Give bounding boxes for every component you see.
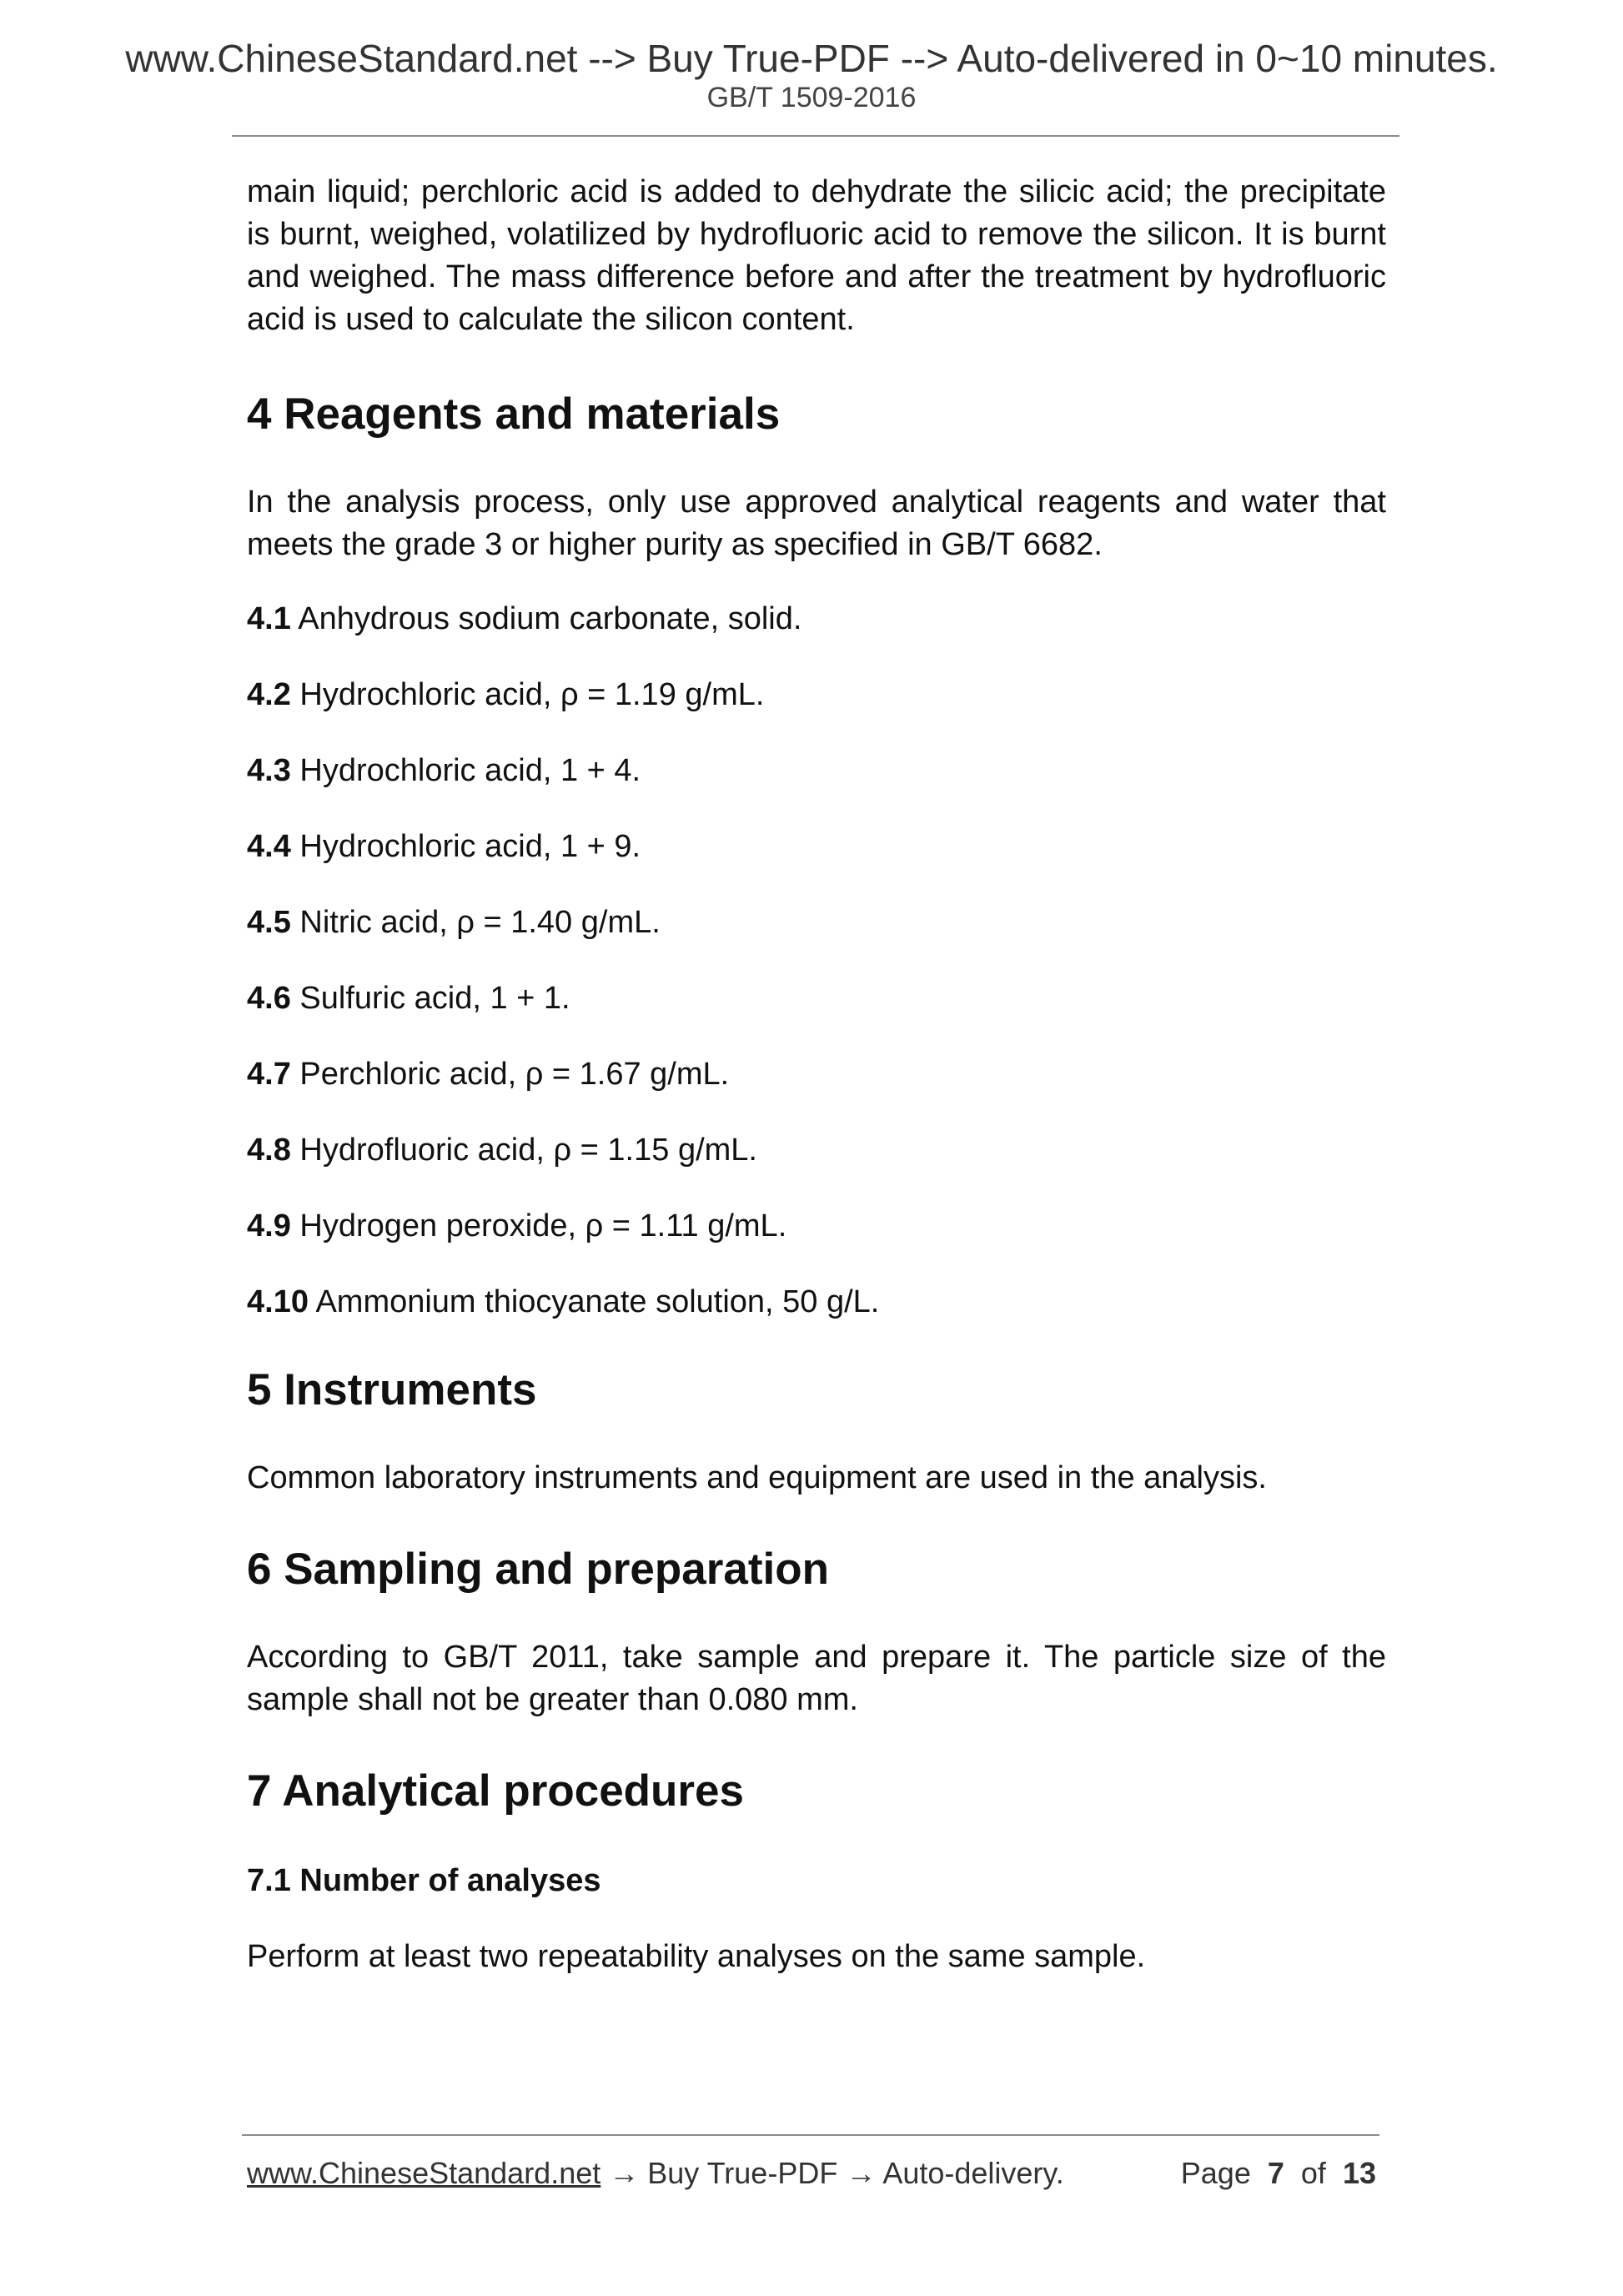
header-divider xyxy=(232,135,1399,137)
reagent-item xyxy=(247,1281,1386,1324)
section-7-title: 7 Analytical procedures xyxy=(247,1766,744,1816)
document-id: GB/T 1509-2016 xyxy=(706,82,917,113)
section-6-text: According to GB/T 2011, take sample and prepare it. The particle size of the sample shall not be greater than 0.080 mm. xyxy=(247,1640,1386,1717)
reagent-number: 4.6 xyxy=(247,981,291,1016)
page-label: Page xyxy=(1180,2156,1251,2190)
intro-paragraph: main liquid; perchloric acid is added to dehydrate the silicic acid; the precipitate is burnt, weighed, volatilized by hydrofluoric acid to remove the silicon. It is burnt and weighed. The mass difference before and after the treatment by hydrofluoric acid is used to calculate the silicon content. xyxy=(247,174,1386,337)
page-content xyxy=(247,171,1386,1978)
section-5-text: Common laboratory instruments and equipment are used in the analysis. xyxy=(247,1460,1267,1495)
footer-promo-text: → Buy True-PDF → Auto-delivery. xyxy=(600,2156,1064,2190)
subsection-7-1-text: Perform at least two repeatability analyses on the same sample. xyxy=(247,1939,1146,1974)
reagent-item xyxy=(247,598,1386,641)
footer-website-link[interactable]: www.ChineseStandard.net xyxy=(247,2156,601,2190)
reagent-number: 4.9 xyxy=(247,1208,291,1243)
reagent-text: Perchloric acid, ρ = 1.67 g/mL. xyxy=(299,1057,730,1092)
total-pages: 13 xyxy=(1342,2156,1376,2190)
reagent-text: Hydrofluoric acid, ρ = 1.15 g/mL. xyxy=(299,1133,757,1168)
section-5-title: 5 Instruments xyxy=(247,1365,537,1414)
reagent-list xyxy=(247,598,1386,1324)
reagent-number: 4.4 xyxy=(247,829,291,864)
reagent-text: Hydrochloric acid, ρ = 1.19 g/mL. xyxy=(299,677,765,712)
header-banner: www.ChineseStandard.net --> Buy True-PDF --> Auto-delivered in 0~10 minutes. xyxy=(125,37,1498,80)
reagent-item xyxy=(247,977,1386,1020)
reagent-item xyxy=(247,1129,1386,1172)
reagent-number: 4.5 xyxy=(247,905,291,940)
page-number xyxy=(1181,2154,1376,2193)
reagent-item xyxy=(247,674,1386,716)
reagent-number: 4.10 xyxy=(247,1284,309,1319)
reagent-text: Nitric acid, ρ = 1.40 g/mL. xyxy=(299,905,661,940)
reagent-text: Hydrochloric acid, 1 + 9. xyxy=(299,829,641,864)
subsection-7-1-title: 7.1 Number of analyses xyxy=(247,1863,601,1898)
of-label: of xyxy=(1300,2156,1326,2190)
reagent-text: Hydrogen peroxide, ρ = 1.11 g/mL. xyxy=(299,1208,787,1243)
section-4-text: In the analysis process, only use approved analytical reagents and water that meets the grade 3 or higher purity as specified in GB/T 6682. xyxy=(247,485,1386,562)
reagent-item xyxy=(247,1205,1386,1248)
reagent-number: 4.8 xyxy=(247,1133,291,1168)
current-page: 7 xyxy=(1267,2156,1284,2190)
reagent-number: 4.2 xyxy=(247,677,291,712)
reagent-item xyxy=(247,826,1386,868)
section-6-title: 6 Sampling and preparation xyxy=(247,1545,829,1594)
reagent-item xyxy=(247,750,1386,792)
reagent-number: 4.1 xyxy=(247,601,291,636)
footer-promo xyxy=(247,2154,1064,2193)
reagent-number: 4.3 xyxy=(247,753,291,788)
reagent-number: 4.7 xyxy=(247,1057,291,1092)
reagent-text: Sulfuric acid, 1 + 1. xyxy=(299,981,570,1016)
reagent-item xyxy=(247,1053,1386,1096)
reagent-text: Hydrochloric acid, 1 + 4. xyxy=(299,753,641,788)
reagent-item xyxy=(247,902,1386,944)
footer-divider xyxy=(242,2134,1379,2136)
reagent-text: Anhydrous sodium carbonate, solid. xyxy=(298,601,802,636)
reagent-text: Ammonium thiocyanate solution, 50 g/L. xyxy=(315,1284,880,1319)
section-4-title: 4 Reagents and materials xyxy=(247,389,781,439)
